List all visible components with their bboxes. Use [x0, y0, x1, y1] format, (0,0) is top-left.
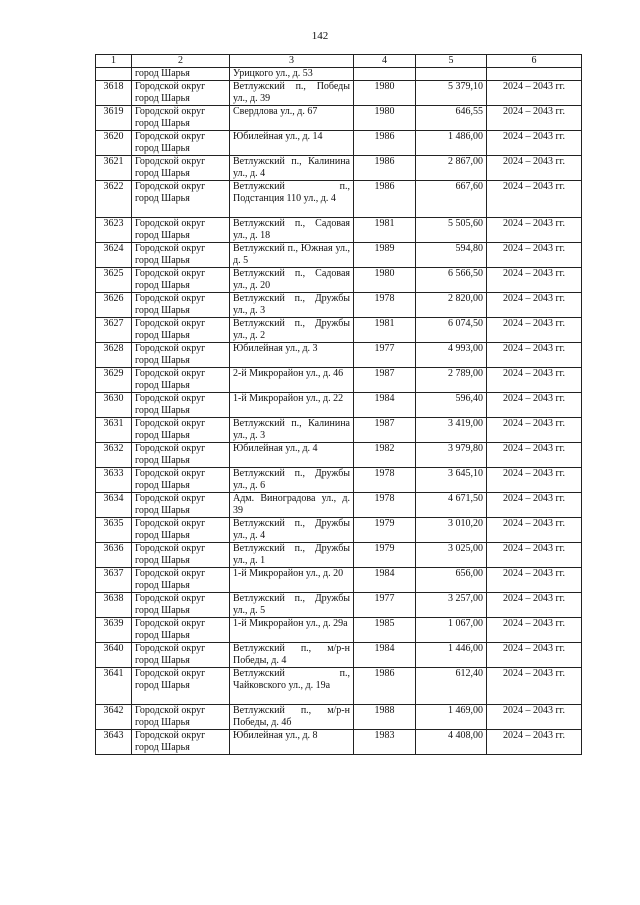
table-row	[96, 518, 582, 543]
period-cell: 2024 – 2043 гг.	[487, 493, 582, 518]
num-cell: 3621	[96, 156, 132, 181]
table-row	[96, 393, 582, 418]
address-cell: Ветлужский п., Дружбы ул., д. 4	[230, 518, 354, 543]
area-cell: 5 379,10	[416, 81, 487, 106]
area-cell: 4 993,00	[416, 343, 487, 368]
num-cell: 3635	[96, 518, 132, 543]
area-cell: 2 867,00	[416, 156, 487, 181]
period-cell: 2024 – 2043 гг.	[487, 81, 582, 106]
table-row	[96, 343, 582, 368]
year-cell: 1983	[354, 730, 416, 755]
period-cell: 2024 – 2043 гг.	[487, 543, 582, 568]
locality-cell: Городской округ город Шарья	[132, 543, 230, 568]
locality-cell: Городской округ город Шарья	[132, 668, 230, 705]
year-cell: 1977	[354, 593, 416, 618]
year-cell: 1986	[354, 131, 416, 156]
num-cell: 3619	[96, 106, 132, 131]
period-cell: 2024 – 2043 гг.	[487, 730, 582, 755]
locality-cell: Городской округ город Шарья	[132, 343, 230, 368]
locality-cell: Городской округ город Шарья	[132, 81, 230, 106]
locality-cell: Городской округ город Шарья	[132, 643, 230, 668]
address-cell: 1-й Микрорайон ул., д. 29а	[230, 618, 354, 643]
address-cell: Ветлужский п., Дружбы ул., д. 6	[230, 468, 354, 493]
year-cell	[354, 68, 416, 81]
locality-cell: Городской округ город Шарья	[132, 243, 230, 268]
locality-cell: Городской округ город Шарья	[132, 418, 230, 443]
address-cell: Юбилейная ул., д. 3	[230, 343, 354, 368]
year-cell: 1984	[354, 643, 416, 668]
locality-cell: Городской округ город Шарья	[132, 156, 230, 181]
area-cell: 1 486,00	[416, 131, 487, 156]
address-cell: 2-й Микрорайон ул., д. 46	[230, 368, 354, 393]
address-cell: Свердлова ул., д. 67	[230, 106, 354, 131]
num-cell: 3628	[96, 343, 132, 368]
column-number-header-row	[96, 55, 582, 68]
area-cell: 3 645,10	[416, 468, 487, 493]
address-cell: Ветлужский п., м/р-н Победы, д. 4б	[230, 705, 354, 730]
period-cell: 2024 – 2043 гг.	[487, 243, 582, 268]
table-row	[96, 593, 582, 618]
period-cell: 2024 – 2043 гг.	[487, 705, 582, 730]
num-cell	[96, 68, 132, 81]
year-cell: 1987	[354, 368, 416, 393]
year-cell: 1985	[354, 618, 416, 643]
address-cell: Ветлужский п., Садовая ул., д. 18	[230, 218, 354, 243]
period-cell: 2024 – 2043 гг.	[487, 106, 582, 131]
area-cell: 3 419,00	[416, 418, 487, 443]
address-cell: Ветлужский п., Чайковского ул., д. 19а	[230, 668, 354, 705]
area-cell: 3 025,00	[416, 543, 487, 568]
year-cell: 1982	[354, 443, 416, 468]
address-cell: Ветлужский п., Калинина ул., д. 3	[230, 418, 354, 443]
column-header: 1	[96, 55, 132, 68]
area-cell: 6 074,50	[416, 318, 487, 343]
num-cell: 3630	[96, 393, 132, 418]
table-row	[96, 443, 582, 468]
year-cell: 1978	[354, 468, 416, 493]
area-cell: 3 257,00	[416, 593, 487, 618]
locality-cell: Городской округ город Шарья	[132, 368, 230, 393]
period-cell: 2024 – 2043 гг.	[487, 156, 582, 181]
table-row	[96, 131, 582, 156]
locality-cell: Городской округ город Шарья	[132, 618, 230, 643]
period-cell: 2024 – 2043 гг.	[487, 418, 582, 443]
address-cell: Ветлужский п., Победы ул., д. 39	[230, 81, 354, 106]
table-row	[96, 668, 582, 705]
table-row	[96, 468, 582, 493]
locality-cell: Городской округ город Шарья	[132, 268, 230, 293]
area-cell: 3 979,80	[416, 443, 487, 468]
address-cell: 1-й Микрорайон ул., д. 20	[230, 568, 354, 593]
locality-cell: Городской округ город Шарья	[132, 593, 230, 618]
year-cell: 1987	[354, 418, 416, 443]
area-cell: 5 505,60	[416, 218, 487, 243]
num-cell: 3643	[96, 730, 132, 755]
num-cell: 3638	[96, 593, 132, 618]
num-cell: 3626	[96, 293, 132, 318]
period-cell: 2024 – 2043 гг.	[487, 318, 582, 343]
address-cell: Ветлужский п., Дружбы ул., д. 1	[230, 543, 354, 568]
column-header: 3	[230, 55, 354, 68]
num-cell: 3620	[96, 131, 132, 156]
locality-cell: Городской округ город Шарья	[132, 393, 230, 418]
year-cell: 1988	[354, 705, 416, 730]
locality-cell: Городской округ город Шарья	[132, 730, 230, 755]
area-cell	[416, 68, 487, 81]
table-row	[96, 181, 582, 218]
period-cell: 2024 – 2043 гг.	[487, 393, 582, 418]
period-cell: 2024 – 2043 гг.	[487, 568, 582, 593]
address-cell: Адм. Виноградова ул., д. 39	[230, 493, 354, 518]
num-cell: 3623	[96, 218, 132, 243]
locality-cell: Городской округ город Шарья	[132, 318, 230, 343]
period-cell: 2024 – 2043 гг.	[487, 181, 582, 218]
num-cell: 3625	[96, 268, 132, 293]
year-cell: 1989	[354, 243, 416, 268]
period-cell: 2024 – 2043 гг.	[487, 443, 582, 468]
address-cell: Юбилейная ул., д. 14	[230, 131, 354, 156]
year-cell: 1986	[354, 156, 416, 181]
area-cell: 646,55	[416, 106, 487, 131]
column-header: 4	[354, 55, 416, 68]
period-cell: 2024 – 2043 гг.	[487, 218, 582, 243]
num-cell: 3639	[96, 618, 132, 643]
year-cell: 1977	[354, 343, 416, 368]
column-header: 2	[132, 55, 230, 68]
area-cell: 1 067,00	[416, 618, 487, 643]
num-cell: 3622	[96, 181, 132, 218]
table-row	[96, 543, 582, 568]
year-cell: 1984	[354, 393, 416, 418]
num-cell: 3629	[96, 368, 132, 393]
table-row	[96, 568, 582, 593]
num-cell: 3618	[96, 81, 132, 106]
table-row	[96, 705, 582, 730]
address-cell: Ветлужский п., м/р-н Победы, д. 4	[230, 643, 354, 668]
year-cell: 1981	[354, 318, 416, 343]
area-cell: 594,80	[416, 243, 487, 268]
table-row	[96, 81, 582, 106]
period-cell: 2024 – 2043 гг.	[487, 593, 582, 618]
building-registry-table	[95, 54, 582, 755]
table-row	[96, 106, 582, 131]
num-cell: 3640	[96, 643, 132, 668]
table-row	[96, 368, 582, 393]
locality-cell: Городской округ город Шарья	[132, 443, 230, 468]
column-header: 6	[487, 55, 582, 68]
table-row	[96, 156, 582, 181]
num-cell: 3624	[96, 243, 132, 268]
table-row	[96, 243, 582, 268]
num-cell: 3631	[96, 418, 132, 443]
area-cell: 3 010,20	[416, 518, 487, 543]
period-cell: 2024 – 2043 гг.	[487, 293, 582, 318]
num-cell: 3633	[96, 468, 132, 493]
year-cell: 1980	[354, 268, 416, 293]
locality-cell: Городской округ город Шарья	[132, 218, 230, 243]
address-cell: Урицкого ул., д. 53	[230, 68, 354, 81]
year-cell: 1978	[354, 493, 416, 518]
year-cell: 1984	[354, 568, 416, 593]
table-row	[96, 730, 582, 755]
area-cell: 656,00	[416, 568, 487, 593]
period-cell: 2024 – 2043 гг.	[487, 618, 582, 643]
address-cell: Ветлужский п., Садовая ул., д. 20	[230, 268, 354, 293]
locality-cell: Городской округ город Шарья	[132, 468, 230, 493]
column-header: 5	[416, 55, 487, 68]
area-cell: 1 469,00	[416, 705, 487, 730]
address-cell: Ветлужский п., Дружбы ул., д. 3	[230, 293, 354, 318]
num-cell: 3637	[96, 568, 132, 593]
table-row	[96, 293, 582, 318]
num-cell: 3632	[96, 443, 132, 468]
num-cell: 3634	[96, 493, 132, 518]
locality-cell: Городской округ город Шарья	[132, 131, 230, 156]
num-cell: 3636	[96, 543, 132, 568]
area-cell: 6 566,50	[416, 268, 487, 293]
year-cell: 1980	[354, 81, 416, 106]
address-cell: Ветлужский п., Дружбы ул., д. 2	[230, 318, 354, 343]
table-row	[96, 268, 582, 293]
num-cell: 3642	[96, 705, 132, 730]
table-row	[96, 643, 582, 668]
num-cell: 3627	[96, 318, 132, 343]
locality-cell: Городской округ город Шарья	[132, 293, 230, 318]
area-cell: 2 820,00	[416, 293, 487, 318]
address-cell: Юбилейная ул., д. 8	[230, 730, 354, 755]
page-number: 142	[311, 30, 329, 42]
num-cell: 3641	[96, 668, 132, 705]
locality-cell: Городской округ город Шарья	[132, 518, 230, 543]
period-cell: 2024 – 2043 гг.	[487, 668, 582, 705]
period-cell: 2024 – 2043 гг.	[487, 131, 582, 156]
table-row	[96, 618, 582, 643]
period-cell	[487, 68, 582, 81]
table-row	[96, 218, 582, 243]
area-cell: 4 408,00	[416, 730, 487, 755]
locality-cell: Городской округ город Шарья	[132, 106, 230, 131]
area-cell: 612,40	[416, 668, 487, 705]
period-cell: 2024 – 2043 гг.	[487, 468, 582, 493]
table-row	[96, 418, 582, 443]
locality-cell: Городской округ город Шарья	[132, 493, 230, 518]
year-cell: 1986	[354, 668, 416, 705]
year-cell: 1979	[354, 543, 416, 568]
address-cell: 1-й Микрорайон ул., д. 22	[230, 393, 354, 418]
address-cell: Ветлужский п., Калинина ул., д. 4	[230, 156, 354, 181]
year-cell: 1981	[354, 218, 416, 243]
area-cell: 4 671,50	[416, 493, 487, 518]
area-cell: 667,60	[416, 181, 487, 218]
period-cell: 2024 – 2043 гг.	[487, 368, 582, 393]
locality-cell: Городской округ город Шарья	[132, 568, 230, 593]
table-body	[96, 68, 582, 755]
address-cell: Ветлужский п., Подстанция 110 ул., д. 4	[230, 181, 354, 218]
area-cell: 1 446,00	[416, 643, 487, 668]
table-row	[96, 318, 582, 343]
address-cell: Ветлужский п., Дружбы ул., д. 5	[230, 593, 354, 618]
locality-cell: Городской округ город Шарья	[132, 181, 230, 218]
locality-cell: Городской округ город Шарья	[132, 705, 230, 730]
period-cell: 2024 – 2043 гг.	[487, 518, 582, 543]
area-cell: 2 789,00	[416, 368, 487, 393]
year-cell: 1980	[354, 106, 416, 131]
period-cell: 2024 – 2043 гг.	[487, 643, 582, 668]
year-cell: 1979	[354, 518, 416, 543]
address-cell: Юбилейная ул., д. 4	[230, 443, 354, 468]
year-cell: 1978	[354, 293, 416, 318]
table-row	[96, 493, 582, 518]
year-cell: 1986	[354, 181, 416, 218]
area-cell: 596,40	[416, 393, 487, 418]
period-cell: 2024 – 2043 гг.	[487, 268, 582, 293]
address-cell: Ветлужский п., Южная ул., д. 5	[230, 243, 354, 268]
locality-cell: город Шарья	[132, 68, 230, 81]
continuation-row	[96, 68, 582, 81]
period-cell: 2024 – 2043 гг.	[487, 343, 582, 368]
